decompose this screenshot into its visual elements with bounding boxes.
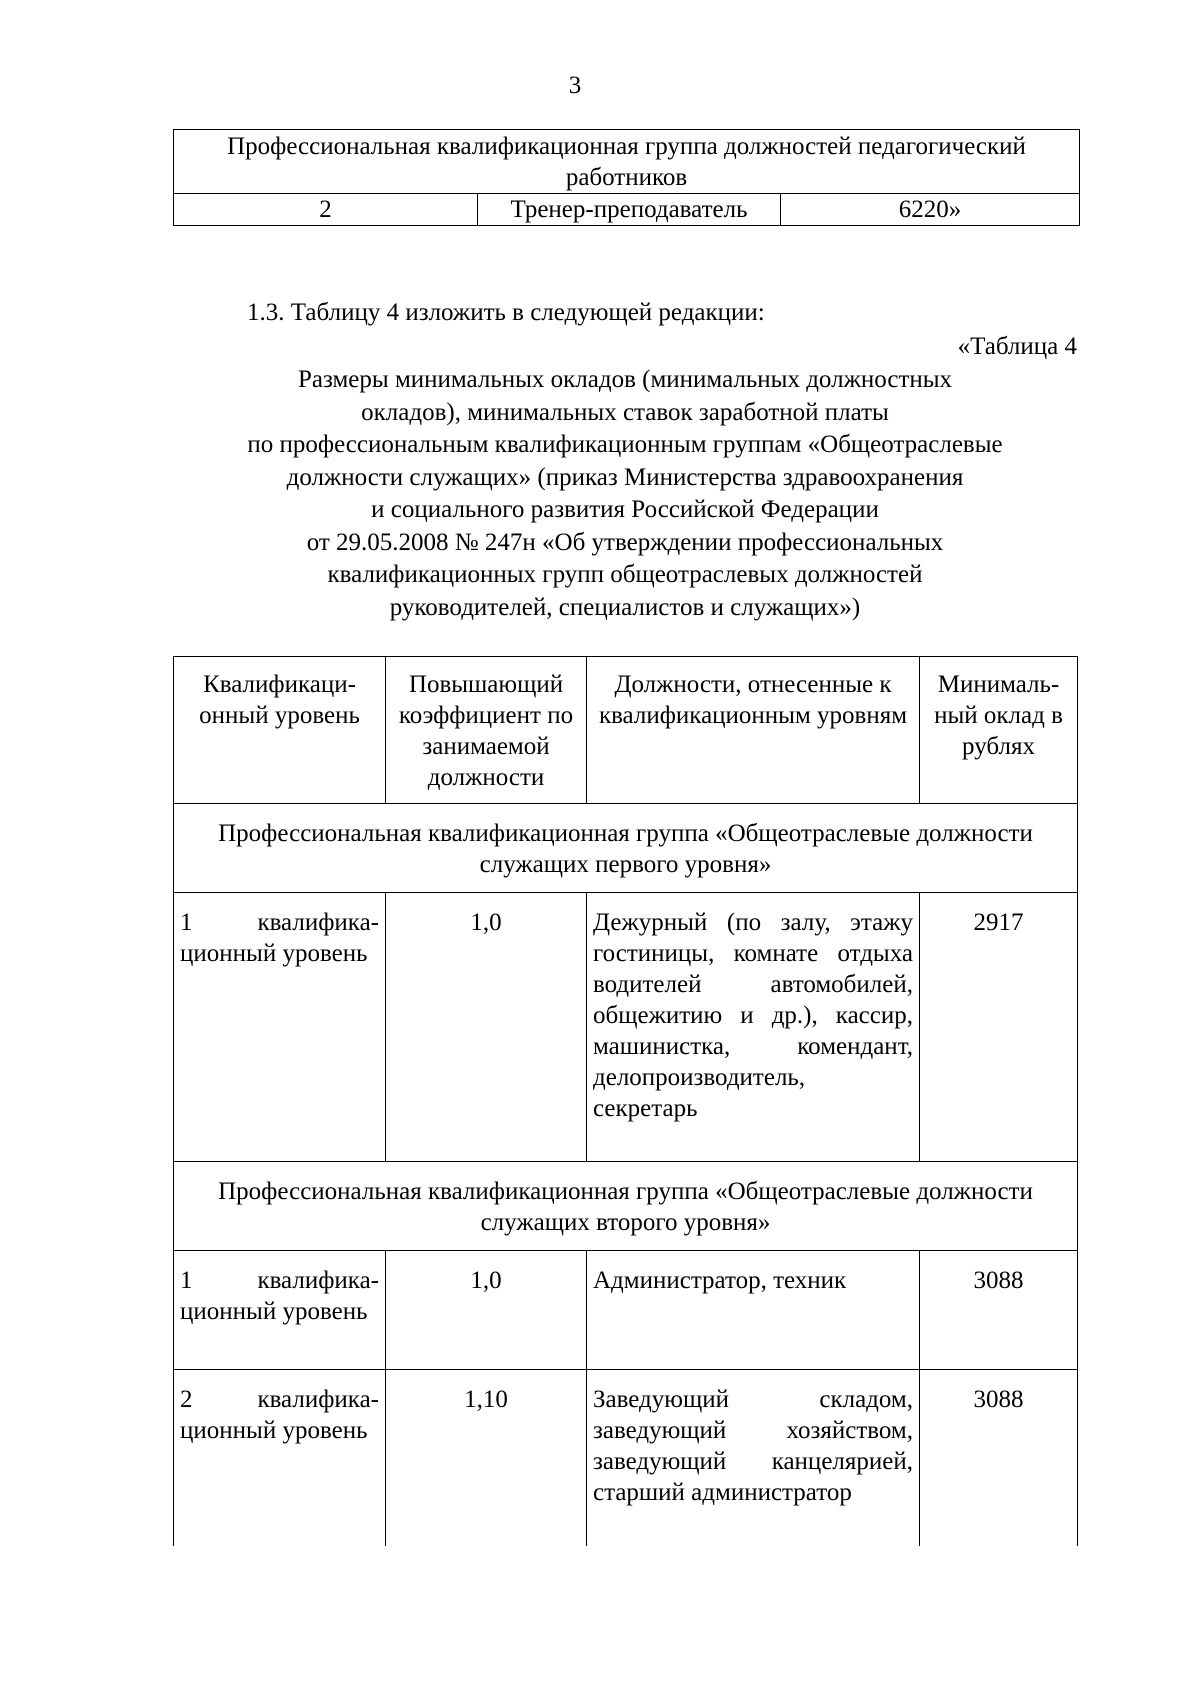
salary-cell: 3088 xyxy=(920,1251,1078,1370)
caption-line: по профессиональным квалификационным группам «Общеотраслевые xyxy=(247,431,1003,458)
group-row xyxy=(174,1162,1078,1251)
table-header-row xyxy=(174,657,1078,804)
salary-table xyxy=(173,656,1078,1546)
positions-cell: Дежурный (по залу, этажу гостиницы, комнате отдыха водителей автомобилей, общежитию и др.), кассир, машинистка, комендант, делопроизводитель, секретарь xyxy=(587,893,920,1162)
header-positions: Должности, отнесенные к квалификационным уровням xyxy=(587,657,920,804)
salary-cell: 6220» xyxy=(781,194,1080,226)
level-cell: 1 квалифика-ционный уровень xyxy=(174,893,386,1162)
table-row xyxy=(174,1251,1078,1370)
table-label: «Таблица 4 xyxy=(957,333,1077,360)
table-row xyxy=(174,1370,1078,1547)
group-row xyxy=(174,804,1078,893)
level-cell: 1 квалифика-ционный уровень xyxy=(174,1251,386,1370)
caption-line: квалификационных групп общеотраслевых должностей xyxy=(327,561,923,588)
salary-cell: 3088 xyxy=(920,1370,1078,1547)
header-coefficient: Повышающий коэффициент по занимаемой должности xyxy=(386,657,587,804)
coefficient-cell: 1,10 xyxy=(386,1370,587,1547)
caption-line: руководителей, специалистов и служащих») xyxy=(389,593,861,621)
level-cell: 2 xyxy=(174,194,478,226)
positions-cell: Заведующий складом, заведующий хозяйством, заведующий канцелярией, старший администратор xyxy=(587,1370,920,1547)
caption-line: Размеры минимальных окладов (минимальных должностных xyxy=(297,366,953,393)
caption-line: и социального развития Российской Федерации xyxy=(371,496,879,523)
table-row xyxy=(174,893,1078,1162)
header-salary: Минималь-ный оклад в рублях xyxy=(920,657,1078,804)
positions-cell: Администратор, техник xyxy=(587,1251,920,1370)
position-cell: Тренер-преподаватель xyxy=(478,194,781,226)
coefficient-cell: 1,0 xyxy=(386,1251,587,1370)
amendment-intro: 1.3. Таблицу 4 изложить в следующей редакции: xyxy=(247,299,765,326)
group-title: Профессиональная квалификационная группа «Общеотраслевые должности служащих первого уровня» xyxy=(174,804,1078,893)
group-title: Профессиональная квалификационная группа «Общеотраслевые должности служащих второго уровня» xyxy=(174,1162,1078,1251)
table-caption xyxy=(160,364,1090,624)
salary-cell: 2917 xyxy=(920,893,1078,1162)
caption-line: должности служащих» (приказ Министерства здравоохранения xyxy=(286,463,964,491)
coefficient-cell: 1,0 xyxy=(386,893,587,1162)
header-level: Квалификаци-онный уровень xyxy=(174,657,386,804)
page-number: 3 xyxy=(568,72,582,99)
caption-line: от 29.05.2008 № 247н «Об утверждении профессиональных xyxy=(306,528,944,556)
group-title: Профессиональная квалификационная группа должностей педагогический работников xyxy=(174,130,1080,194)
level-cell: 2 квалифика-ционный уровень xyxy=(174,1370,386,1547)
caption-line: окладов), минимальных ставок заработной платы xyxy=(361,398,889,426)
continuation-table xyxy=(173,129,1080,226)
